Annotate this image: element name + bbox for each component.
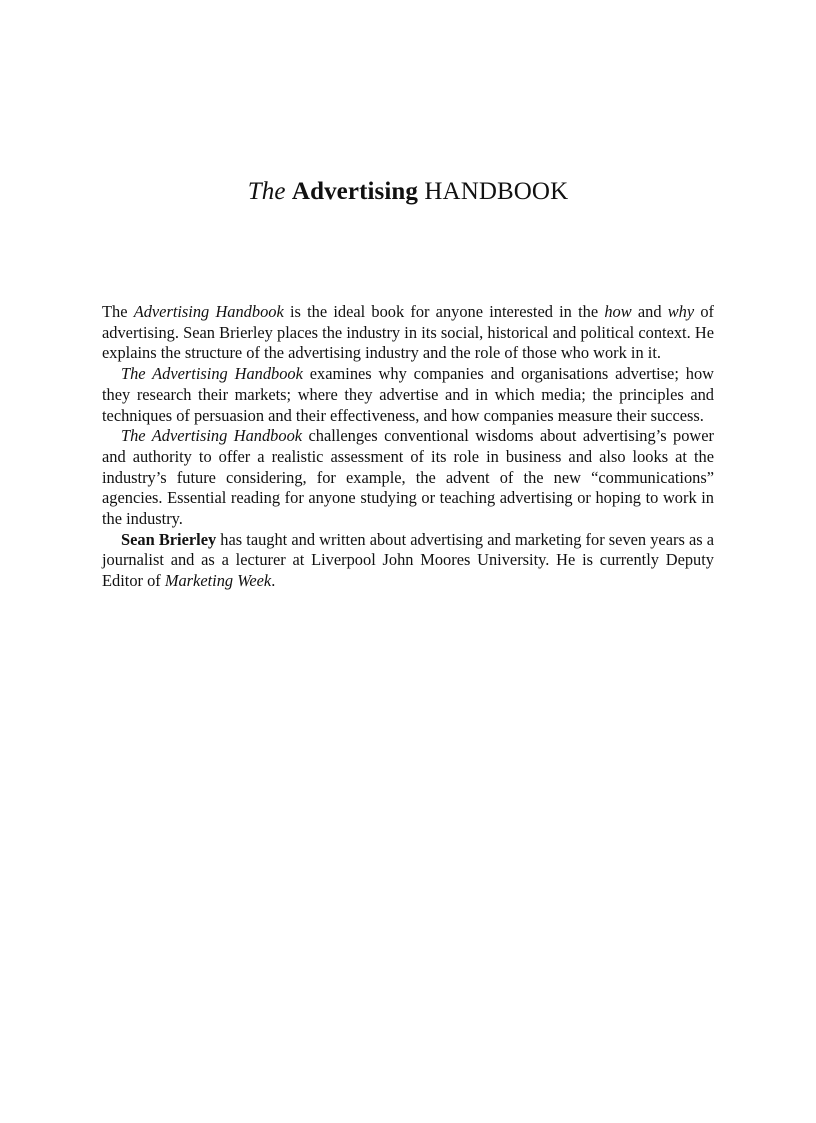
paragraph-intro — [102, 302, 714, 364]
paragraph-intro-text: and — [631, 302, 668, 321]
paragraph-intro-text: The — [102, 302, 134, 321]
author-bio-end: . — [271, 571, 276, 591]
paragraph-examines — [102, 364, 714, 426]
page-title — [0, 176, 816, 208]
book-title-italic: The Advertising Handbook — [121, 426, 303, 446]
emphasis-how: how — [604, 302, 632, 321]
paragraph-challenges — [102, 426, 714, 530]
emphasis-why: why — [667, 302, 695, 321]
title-advertising: Advertising — [291, 178, 419, 205]
title-the: The — [247, 178, 286, 205]
paragraph-author-bio — [102, 530, 714, 592]
book-title-italic: The Advertising Handbook — [121, 364, 303, 384]
author-name: Sean Brierley — [121, 529, 217, 549]
title-handbook: HANDBOOK — [424, 178, 569, 205]
author-bio-text: has taught and written about advertising and marketing for seven years as a journalist and as a lecturer at Liverpool John Moores University. He is currently Deputy Editor of — [102, 529, 715, 591]
paragraph-challenges-text: challenges conventional wisdoms about advertising’s power and authority to offer a realistic assessment of its role in business and also looks at the industry’s future considering, for example, the advent of the new “communications” agencies. Essential reading for anyone studying or teaching advertising or hoping to work in the industry. — [102, 426, 714, 529]
description-text — [102, 302, 714, 592]
paragraph-examines-text: examines why companies and organisations advertise; how they research their markets; where they advertise and in which media; the principles and techniques of persuasion and their effectiveness, and how companies measure their success. — [102, 364, 714, 425]
paragraph-intro-text: of advertising. Sean Brierley places the industry in its social, historical and political context. He explains the structure of the advertising industry and the role of those who work in it. — [102, 302, 714, 363]
publication-title: Marketing Week — [164, 571, 272, 591]
paragraph-intro-text: is the ideal book for anyone interested in the — [283, 302, 605, 321]
book-title-italic: Advertising Handbook — [133, 302, 284, 321]
